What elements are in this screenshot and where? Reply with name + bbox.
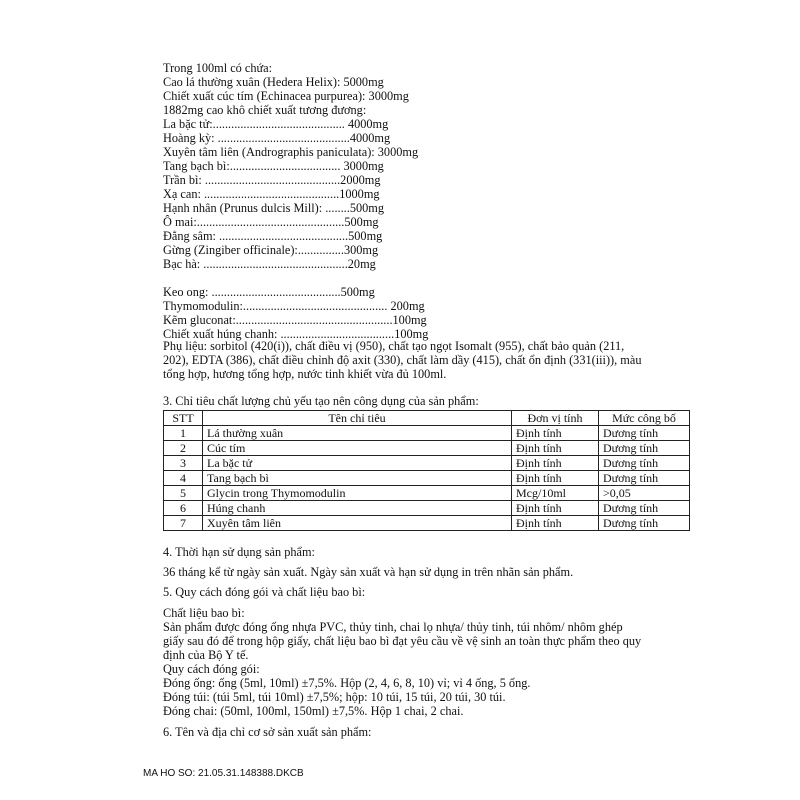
extra-ingredient-line: Keo ong: ..........................................500mg	[163, 285, 375, 299]
ingredient-line: Đẳng sâm: ..........................................500mg	[163, 229, 383, 243]
packaging-material-line: định của Bộ Y tế.	[163, 648, 249, 662]
cell-stt: 7	[164, 516, 203, 531]
extra-ingredient-line: Thymomodulin:............................................... 200mg	[163, 299, 425, 313]
cell-criterion: La bặc tử	[203, 456, 512, 471]
cell-level: Dương tính	[599, 471, 690, 486]
extra-ingredient-line: Chiết xuất húng chanh: .....................................100mg	[163, 327, 429, 341]
excipients-line: tổng hợp, hương tổng hợp, nước tinh khiết vừa đủ 100ml.	[163, 367, 447, 381]
extra-ingredient-line: Kẽm gluconat:...................................................100mg	[163, 313, 427, 327]
table-row	[164, 516, 690, 531]
ingredients-header: Trong 100ml có chứa:	[163, 61, 273, 75]
ingredient-line: Xạ can: ............................................1000mg	[163, 187, 380, 201]
cell-criterion: Lá thường xuân	[203, 426, 512, 441]
cell-unit: Mcg/10ml	[512, 486, 599, 501]
packaging-material-label: Chất liệu bao bì:	[163, 606, 245, 620]
cell-level: Dương tính	[599, 426, 690, 441]
table-row	[164, 501, 690, 516]
cell-level: Dương tính	[599, 441, 690, 456]
ingredient-line: Trần bì: ............................................2000mg	[163, 173, 381, 187]
section-3-title: 3. Chỉ tiêu chất lượng chủ yếu tạo nên công dụng của sản phẩm:	[163, 394, 479, 408]
cell-unit: Định tính	[512, 426, 599, 441]
ingredient-line: La bặc tử:........................................... 4000mg	[163, 117, 389, 131]
quality-criteria-table	[163, 410, 690, 531]
cell-stt: 4	[164, 471, 203, 486]
ingredient-line: Tang bạch bì:.................................... 3000mg	[163, 159, 384, 173]
section-6-title: 6. Tên và địa chỉ cơ sở sản xuất sản phẩm:	[163, 725, 372, 739]
cell-level: Dương tính	[599, 456, 690, 471]
column-header-declared-level: Mức công bố	[599, 411, 690, 426]
cell-unit: Định tính	[512, 441, 599, 456]
ingredient-line: Hoàng kỳ: ...........................................4000mg	[163, 131, 391, 145]
ingredient-line: Bạc hà: ...............................................20mg	[163, 257, 376, 271]
cell-criterion: Glycin trong Thymomodulin	[203, 486, 512, 501]
section-4-title: 4. Thời hạn sử dụng sản phẩm:	[163, 545, 315, 559]
packaging-material-line: giấy sau đó để trong hộp giấy, chất liệu bao bì đạt yêu cầu về vệ sinh an toàn thực phẩm theo quy	[163, 634, 642, 648]
record-code: MA HO SO: 21.05.31.148388.DKCB	[143, 768, 304, 779]
ingredient-line: Hạnh nhân (Prunus dulcis Mill): ........500mg	[163, 201, 384, 215]
shelf-life-text: 36 tháng kể từ ngày sản xuất. Ngày sản xuất và hạn sử dụng in trên nhãn sản phẩm.	[163, 565, 574, 579]
cell-stt: 1	[164, 426, 203, 441]
ingredient-line: Chiết xuất cúc tím (Echinacea purpurea): 3000mg	[163, 89, 409, 103]
cell-criterion: Húng chanh	[203, 501, 512, 516]
cell-level: Dương tính	[599, 501, 690, 516]
column-header-criterion: Tên chỉ tiêu	[203, 411, 512, 426]
packing-spec-line: Đóng túi: (túi 5ml, túi 10ml) ±7,5%; hộp: 10 túi, 15 túi, 20 túi, 30 túi.	[163, 690, 506, 704]
cell-unit: Định tính	[512, 501, 599, 516]
table-row	[164, 441, 690, 456]
cell-criterion: Xuyên tâm liên	[203, 516, 512, 531]
column-header-stt: STT	[164, 411, 203, 426]
cell-level: >0,05	[599, 486, 690, 501]
cell-criterion: Tang bạch bì	[203, 471, 512, 486]
cell-stt: 3	[164, 456, 203, 471]
packing-spec-line: Đóng chai: (50ml, 100ml, 150ml) ±7,5%. Hộp 1 chai, 2 chai.	[163, 704, 464, 718]
table-row	[164, 471, 690, 486]
ingredient-line: Xuyên tâm liên (Andrographis paniculata): 3000mg	[163, 145, 419, 159]
ingredient-line: Cao lá thường xuân (Hedera Helix): 5000mg	[163, 75, 384, 89]
packaging-material-line: Sản phẩm được đóng ống nhựa PVC, thủy tinh, chai lọ nhựa/ thủy tinh, túi nhôm/ nhôm ghép	[163, 620, 623, 634]
cell-unit: Định tính	[512, 516, 599, 531]
ingredient-line: Ô mai:................................................500mg	[163, 215, 379, 229]
ingredient-line: Gừng (Zingiber officinale):...............300mg	[163, 243, 379, 257]
table-row	[164, 426, 690, 441]
cell-stt: 5	[164, 486, 203, 501]
excipients-line: Phụ liệu: sorbitol (420(i)), chất điều vị (950), chất tạo ngọt Isomalt (955), chất bảo quản (211,	[163, 339, 625, 353]
cell-stt: 2	[164, 441, 203, 456]
column-header-unit: Đơn vị tính	[512, 411, 599, 426]
cell-level: Dương tính	[599, 516, 690, 531]
cell-unit: Định tính	[512, 471, 599, 486]
packing-spec-label: Quy cách đóng gói:	[163, 662, 260, 676]
cell-stt: 6	[164, 501, 203, 516]
cell-criterion: Cúc tím	[203, 441, 512, 456]
table-row	[164, 456, 690, 471]
cell-unit: Định tính	[512, 456, 599, 471]
table-row	[164, 486, 690, 501]
ingredient-line: 1882mg cao khô chiết xuất tương đương:	[163, 103, 367, 117]
section-5-title: 5. Quy cách đóng gói và chất liệu bao bì:	[163, 585, 366, 599]
table-header-row	[164, 411, 690, 426]
packing-spec-line: Đóng ống: ống (5ml, 10ml) ±7,5%. Hộp (2, 4, 6, 8, 10) vỉ; vỉ 4 ống, 5 ống.	[163, 676, 531, 690]
excipients-line: 202), EDTA (386), chất điều chỉnh độ axit (330), chất làm dầy (415), chất ổn định (331(iii)), màu	[163, 353, 642, 367]
